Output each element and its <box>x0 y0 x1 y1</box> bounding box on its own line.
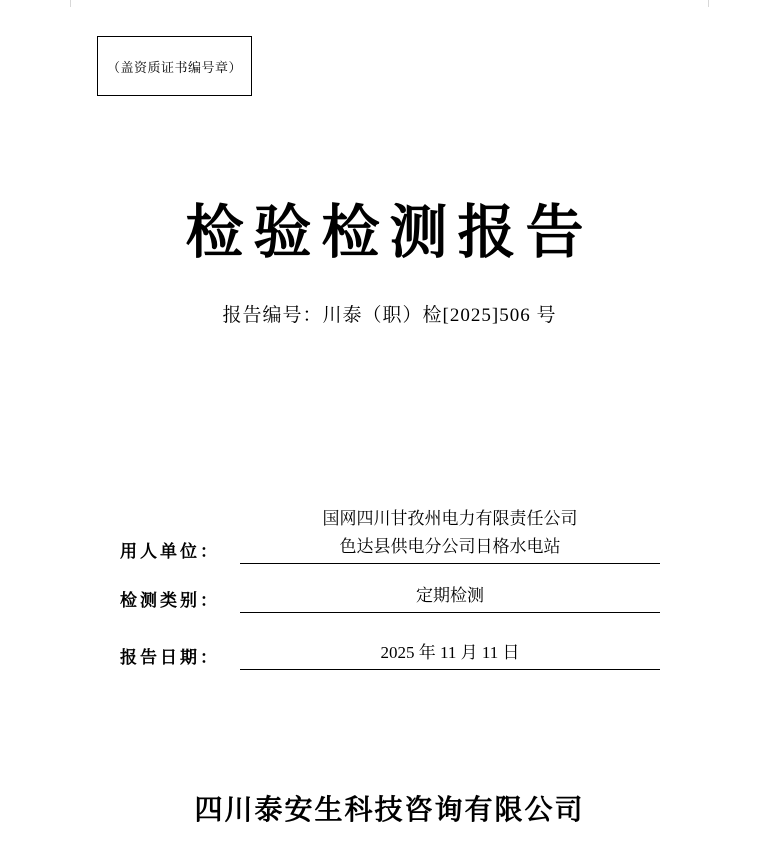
field-inspection-type-value: 定期检测 <box>240 582 660 613</box>
page-edge-mark-left <box>70 0 71 7</box>
cover-fields <box>120 505 660 690</box>
issuing-company-name: 四川泰安生科技咨询有限公司 <box>194 795 585 826</box>
field-employer-unit <box>120 505 660 564</box>
field-employer-unit-value-line1: 国网四川甘孜州电力有限责任公司 <box>322 509 578 528</box>
field-report-date-label: 报告日期： <box>120 648 220 667</box>
page-edge-mark-right <box>708 0 709 7</box>
field-report-date <box>120 639 660 670</box>
field-report-date-value: 2025 年 11 月 11 日 <box>240 639 660 670</box>
page-title: 检验检测报告 <box>185 200 594 265</box>
report-number: 报告编号：川泰（职）检[2025]506 号 <box>222 305 557 326</box>
field-inspection-type <box>120 582 660 613</box>
field-employer-unit-value-line2: 色达县供电分公司日格水电站 <box>339 537 561 556</box>
field-employer-unit-label: 用人单位： <box>120 542 220 561</box>
field-inspection-type-label: 检测类别： <box>120 591 220 610</box>
qualification-seal-label: （盖资质证书编号章） <box>106 59 242 75</box>
field-employer-unit-value <box>240 505 660 564</box>
qualification-seal-box <box>97 36 252 96</box>
